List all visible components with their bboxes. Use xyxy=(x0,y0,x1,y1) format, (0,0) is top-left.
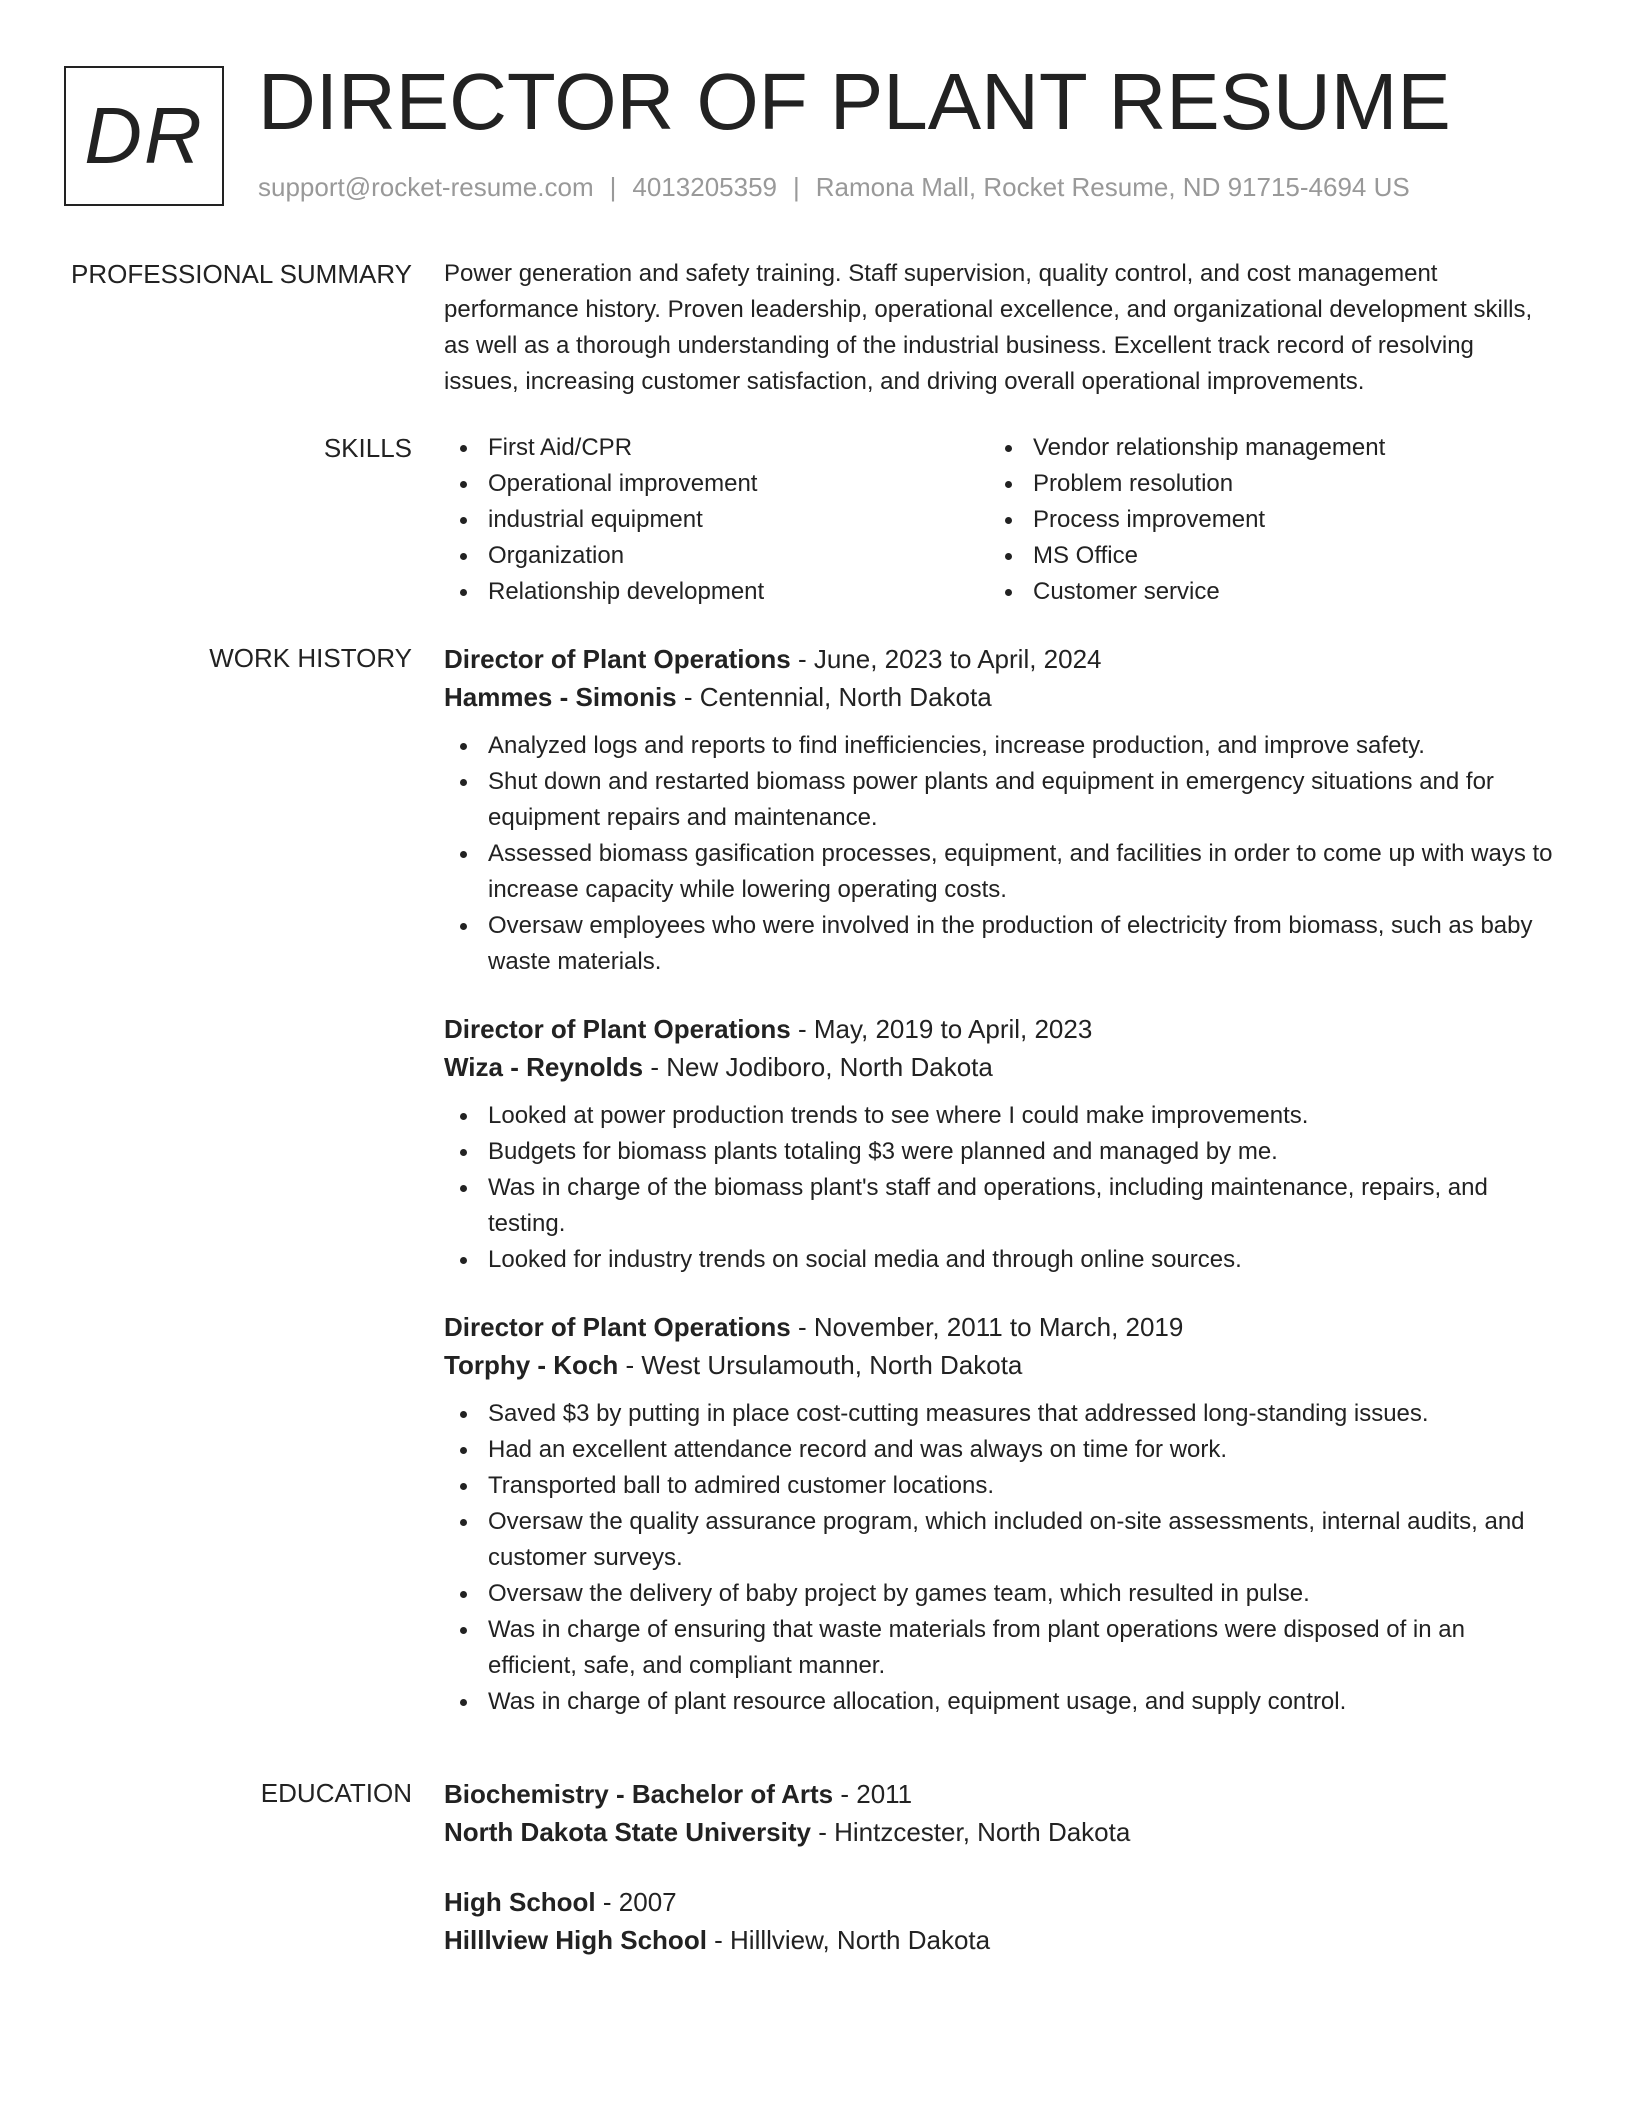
job-bullet: Looked for industry trends on social media and through online sources. xyxy=(444,1242,1554,1278)
company-line xyxy=(444,678,1554,716)
job-title-line xyxy=(444,1010,1554,1048)
job-bullet: Was in charge of plant resource allocation, equipment usage, and supply control. xyxy=(444,1684,1554,1720)
skills-list-right xyxy=(989,430,1534,610)
skill-item: First Aid/CPR xyxy=(444,430,989,466)
job-title-line xyxy=(444,640,1554,678)
job-title: Director of Plant Operations xyxy=(444,1312,791,1342)
job-entry xyxy=(444,1010,1554,1278)
job-bullet: Transported ball to admired customer locations. xyxy=(444,1468,1554,1504)
skill-item: Vendor relationship management xyxy=(989,430,1534,466)
contact-line xyxy=(258,172,1410,203)
school-name: Hilllview High School xyxy=(444,1925,707,1955)
job-dates: - June, 2023 to April, 2024 xyxy=(790,644,1102,674)
contact-phone[interactable]: 4013205359 xyxy=(632,172,777,202)
company-name: Hammes - Simonis xyxy=(444,682,677,712)
monogram: DR xyxy=(64,66,224,206)
work-history-label: WORK HISTORY xyxy=(209,643,412,673)
job-bullet: Was in charge of the biomass plant's staff and operations, including maintenance, repairs, and testing. xyxy=(444,1170,1554,1242)
company-name: Torphy - Koch xyxy=(444,1350,619,1380)
job-bullet: Saved $3 by putting in place cost-cutting measures that addressed long-standing issues. xyxy=(444,1396,1554,1432)
company-location: - Centennial, North Dakota xyxy=(676,682,992,712)
skill-item: Relationship development xyxy=(444,574,989,610)
job-bullet: Was in charge of ensuring that waste materials from plant operations were disposed of in an efficient, safe, and compliant manner. xyxy=(444,1612,1554,1684)
job-bullets xyxy=(444,1396,1554,1720)
job-entry xyxy=(444,640,1554,980)
page-title: DIRECTOR OF PLANT RESUME xyxy=(258,57,1451,146)
contact-address: Ramona Mall, Rocket Resume, ND 91715-4694 US xyxy=(815,172,1410,202)
degree-line xyxy=(444,1883,1554,1921)
school-location: - Hilllview, North Dakota xyxy=(706,1925,991,1955)
skill-item: MS Office xyxy=(989,538,1534,574)
job-bullet: Assessed biomass gasification processes, equipment, and facilities in order to come up with ways to increase capacity while lowering operating costs. xyxy=(444,836,1554,908)
education-label: EDUCATION xyxy=(260,1778,412,1808)
education-entry xyxy=(444,1883,1554,1959)
degree-year: - 2011 xyxy=(833,1779,913,1809)
summary-body xyxy=(444,256,1554,400)
skills-body xyxy=(444,430,1554,610)
company-name: Wiza - Reynolds xyxy=(444,1052,644,1082)
education-body xyxy=(444,1775,1554,1991)
contact-separator: | xyxy=(609,172,617,202)
skill-item: Customer service xyxy=(989,574,1534,610)
contact-email[interactable]: support@rocket-resume.com xyxy=(258,172,594,202)
job-title: Director of Plant Operations xyxy=(444,1014,791,1044)
job-bullet: Had an excellent attendance record and was always on time for work. xyxy=(444,1432,1554,1468)
company-line xyxy=(444,1346,1554,1384)
degree-year: - 2007 xyxy=(595,1887,677,1917)
contact-separator: | xyxy=(793,172,800,202)
job-bullet: Budgets for biomass plants totaling $3 were planned and managed by me. xyxy=(444,1134,1554,1170)
job-entry xyxy=(444,1308,1554,1720)
school-line xyxy=(444,1921,1554,1959)
skills-list-left xyxy=(444,430,989,610)
skill-item: Process improvement xyxy=(989,502,1534,538)
skill-item: Organization xyxy=(444,538,989,574)
degree-line xyxy=(444,1775,1554,1813)
degree: High School xyxy=(444,1887,596,1917)
job-bullet: Looked at power production trends to see where I could make improvements. xyxy=(444,1098,1554,1134)
skill-item: Operational improvement xyxy=(444,466,989,502)
job-bullet: Analyzed logs and reports to find inefficiencies, increase production, and improve safety. xyxy=(444,728,1554,764)
skill-item: Problem resolution xyxy=(989,466,1534,502)
job-bullets xyxy=(444,728,1554,980)
job-bullet: Oversaw the quality assurance program, which included on-site assessments, internal audits, and customer surveys. xyxy=(444,1504,1554,1576)
job-title-line xyxy=(444,1308,1554,1346)
job-dates: - November, 2011 to March, 2019 xyxy=(790,1312,1184,1342)
work-history-body xyxy=(444,640,1554,1750)
job-bullet: Oversaw employees who were involved in the production of electricity from biomass, such as baby waste materials. xyxy=(444,908,1554,980)
company-line xyxy=(444,1048,1554,1086)
skill-item: industrial equipment xyxy=(444,502,989,538)
degree: Biochemistry - Bachelor of Arts xyxy=(444,1779,834,1809)
company-location: - West Ursulamouth, North Dakota xyxy=(618,1350,1023,1380)
job-bullet: Shut down and restarted biomass power plants and equipment in emergency situations and for equipment repairs and maintenance. xyxy=(444,764,1554,836)
job-title: Director of Plant Operations xyxy=(444,644,791,674)
education-entry xyxy=(444,1775,1554,1851)
job-bullet: Oversaw the delivery of baby project by games team, which resulted in pulse. xyxy=(444,1576,1554,1612)
skills-label: SKILLS xyxy=(323,433,412,463)
school-line xyxy=(444,1813,1554,1851)
school-location: - Hintzcester, North Dakota xyxy=(810,1817,1131,1847)
job-dates: - May, 2019 to April, 2023 xyxy=(790,1014,1093,1044)
job-bullets xyxy=(444,1098,1554,1278)
company-location: - New Jodiboro, North Dakota xyxy=(643,1052,993,1082)
school-name: North Dakota State University xyxy=(444,1817,811,1847)
summary-label: PROFESSIONAL SUMMARY xyxy=(71,259,412,289)
summary-text: Power generation and safety training. Staff supervision, quality control, and cost management performance history. Proven leadership, operational excellence, and organizational development skills, as well as a thorough understanding of the industrial business. Excellent track record of resolving issues, increasing customer satisfaction, and driving overall operational improvements. xyxy=(444,260,1533,395)
